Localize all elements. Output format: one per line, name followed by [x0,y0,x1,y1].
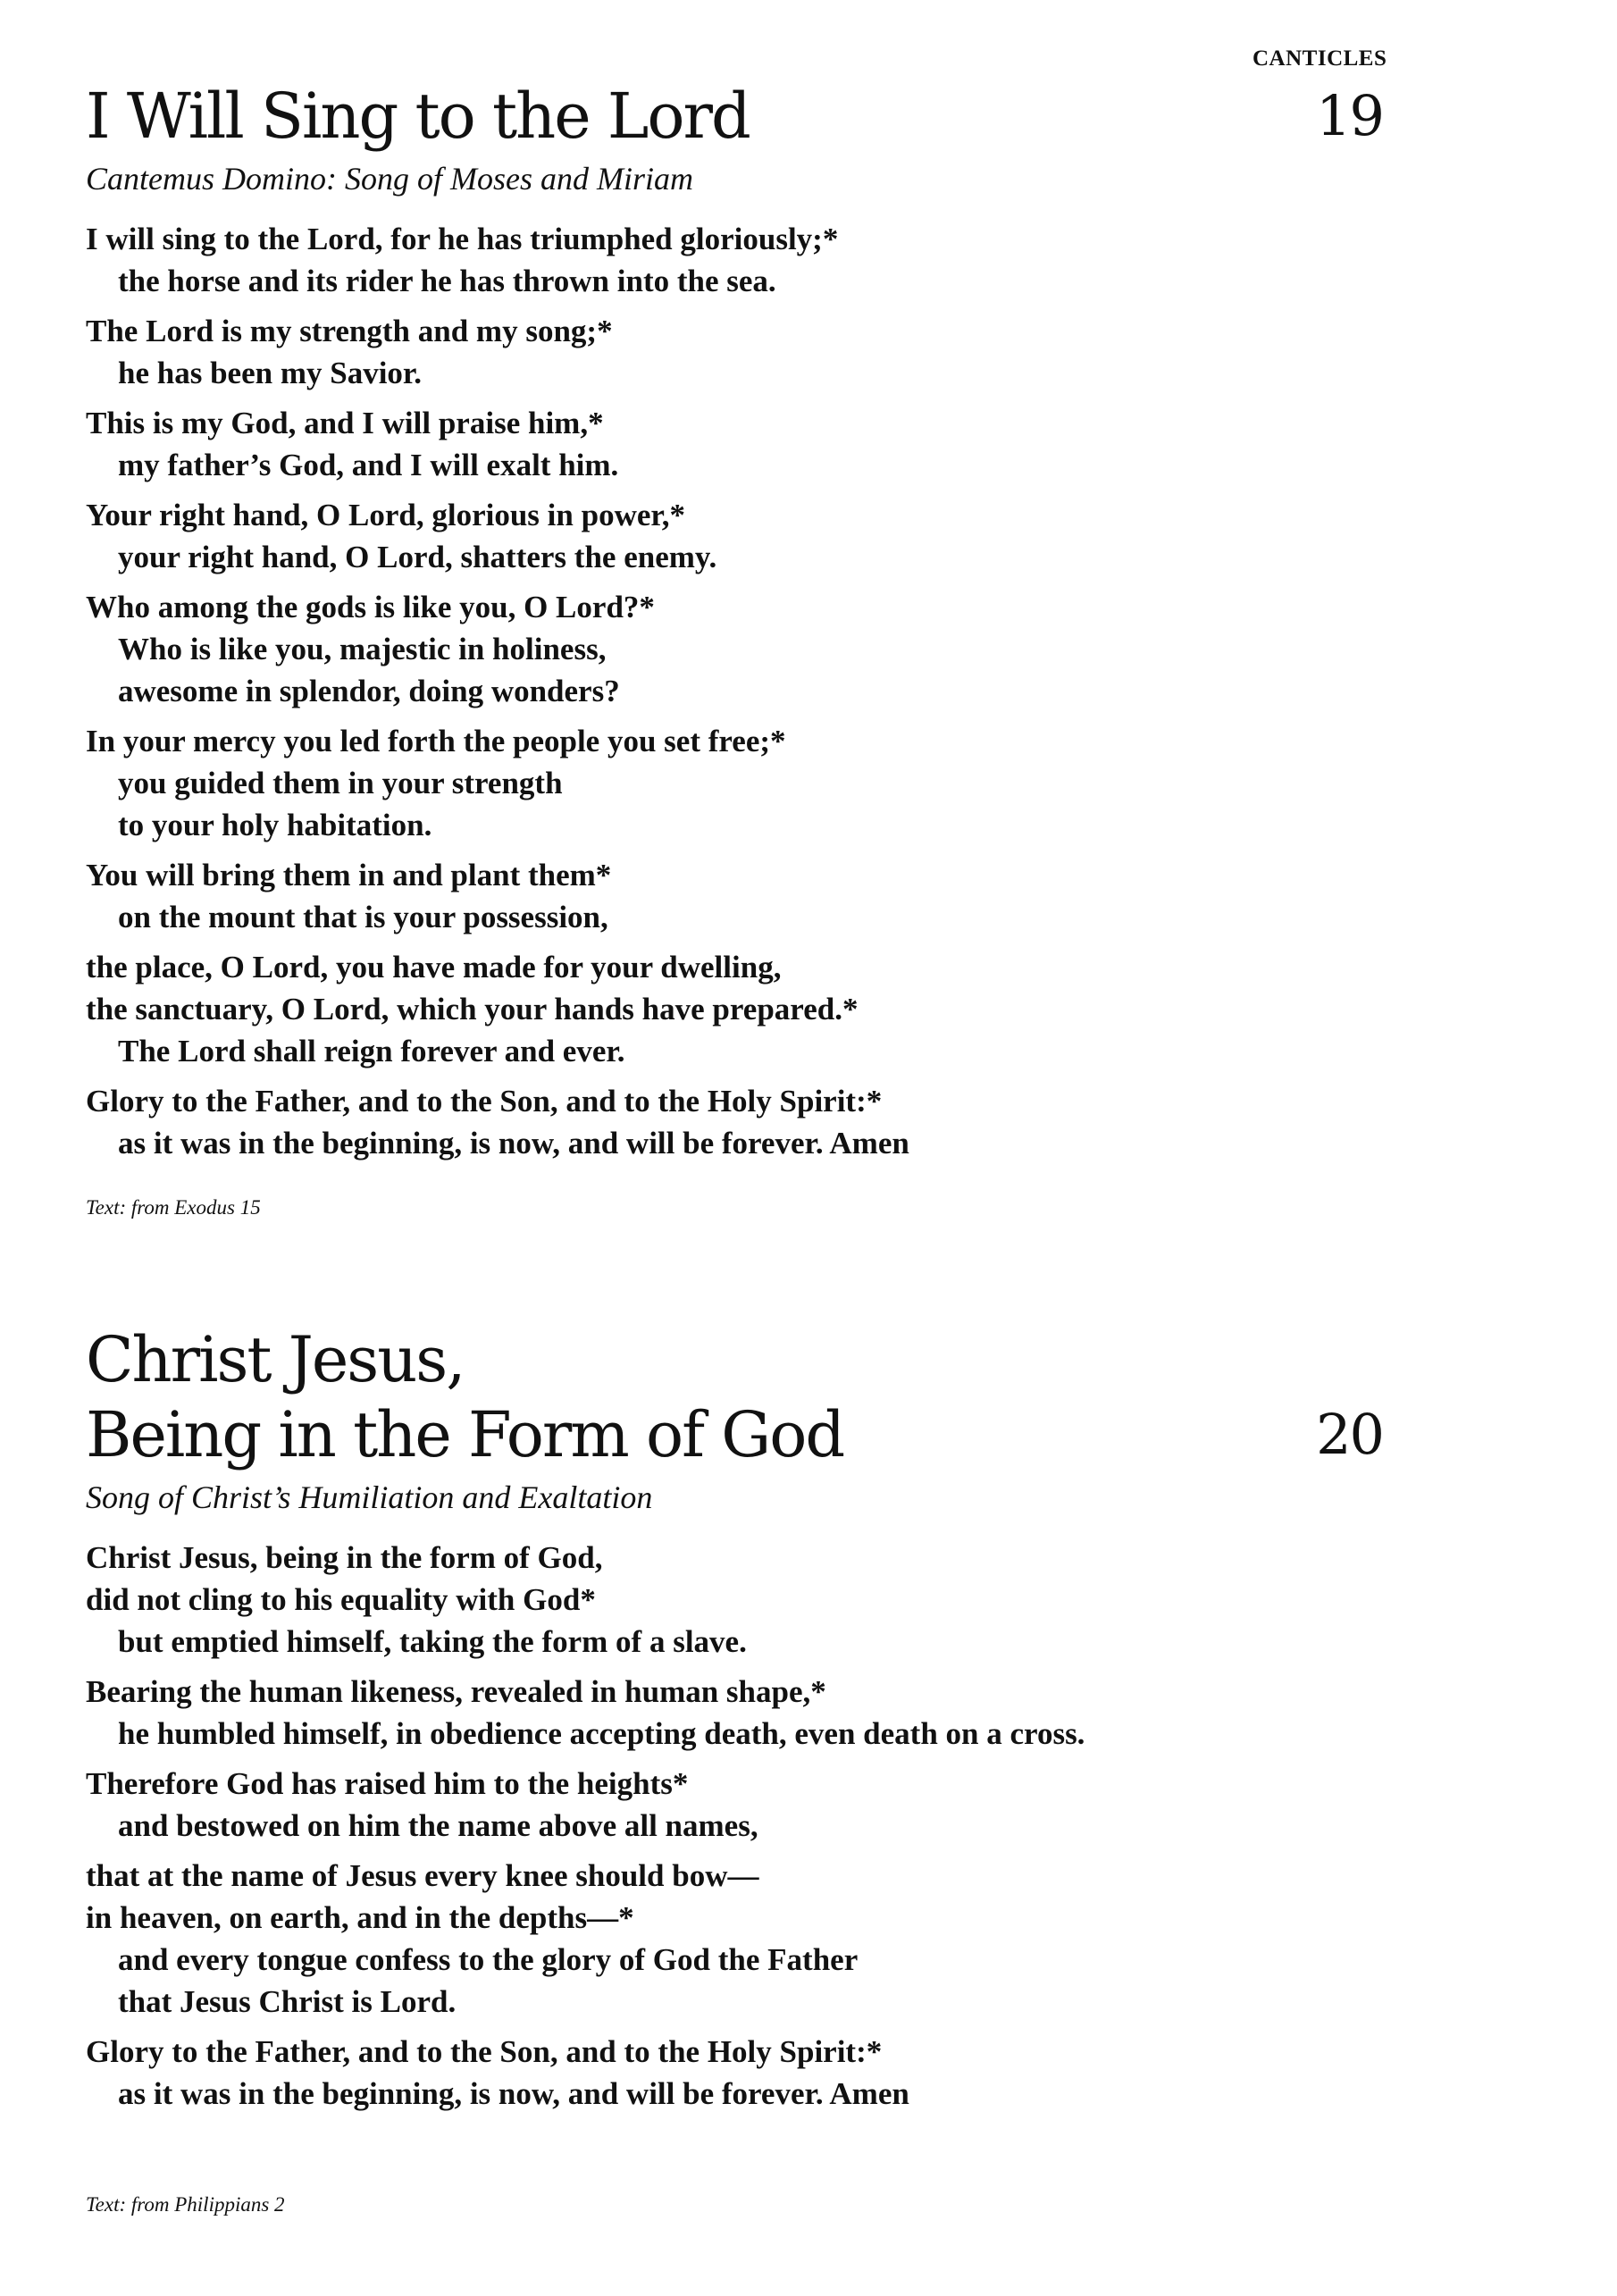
stanza [86,494,1383,578]
verse-line: to your holy habitation. [118,808,432,842]
verse-line: but emptied himself, taking the form of a slave. [118,1624,747,1659]
stanza [86,586,1383,712]
canticle-source: Text: from Exodus 15 [86,1196,261,1219]
stanza [86,2031,1383,2115]
verse-line: my father’s God, and I will exalt him. [118,448,619,482]
stanza [86,1671,1383,1755]
canticle-number: 20 [1316,1402,1383,1467]
verse-line: I will sing to the Lord, for he has triumphed gloriously;* [86,222,839,256]
verse-line: Christ Jesus, being in the form of God, [86,1540,603,1575]
canticle-title [86,79,1383,154]
verse-line: and every tongue confess to the glory of God the Father [118,1942,859,1977]
verse-line: he has been my Savior. [118,356,423,390]
verse-line: Glory to the Father, and to the Son, and to the Holy Spirit:* [86,1084,883,1119]
verse-line: as it was in the beginning, is now, and will be forever. Amen [118,1126,909,1161]
canticle-title-line: Being in the Form of God [86,1398,844,1471]
verse-line: the horse and its rider he has thrown into the sea. [118,264,776,298]
verse-line: as it was in the beginning, is now, and will be forever. Amen [118,2076,909,2111]
verse-line: The Lord is my strength and my song;* [86,314,613,348]
canticle-source: Text: from Philippians 2 [86,2193,285,2216]
canticle-title [86,1322,1383,1472]
verse-line: that Jesus Christ is Lord. [118,1984,457,2019]
canticle-section [86,1322,1383,2216]
verse-line: Who is like you, majestic in holiness, [118,632,607,666]
verse-line: Glory to the Father, and to the Son, and to the Holy Spirit:* [86,2034,883,2069]
verse-line: This is my God, and I will praise him,* [86,406,604,440]
canticle-title-line: Christ Jesus, [86,1323,465,1396]
verse-line: did not cling to his equality with God* [86,1582,596,1617]
stanza [86,854,1383,938]
verse-line: he humbled himself, in obedience accepting death, even death on a cross. [118,1716,1085,1751]
canticle-subtitle: Cantemus Domino: Song of Moses and Miriam [86,161,693,197]
verse-line: in heaven, on earth, and in the depths—* [86,1900,634,1935]
verse-line: Therefore God has raised him to the heights* [86,1766,689,1801]
canticle-number: 19 [1316,83,1383,148]
verse-line: Who among the gods is like you, O Lord?* [86,590,655,624]
verse-line: that at the name of Jesus every knee should bow— [86,1858,759,1893]
verse-line: The Lord shall reign forever and ever. [118,1034,625,1068]
stanza [86,1537,1383,1663]
stanza [86,1763,1383,1847]
verse-line: you guided them in your strength [118,766,563,800]
stanza [86,310,1383,394]
canticle-stanzas [86,1537,1383,2115]
section-header-label: CANTICLES [1253,46,1387,71]
verse-line: on the mount that is your possession, [118,900,608,934]
verse-line: your right hand, O Lord, shatters the enemy. [118,540,717,574]
canticle-section [86,79,1383,1219]
stanza [86,720,1383,846]
verse-line: the place, O Lord, you have made for your dwelling, [86,950,782,985]
verse-line: the sanctuary, O Lord, which your hands have prepared.* [86,992,859,1026]
verse-line: Your right hand, O Lord, glorious in power,* [86,498,685,532]
stanza [86,218,1383,302]
verse-line: awesome in splendor, doing wonders? [118,674,620,708]
verse-line: and bestowed on him the name above all names, [118,1808,758,1843]
verse-line: You will bring them in and plant them* [86,858,612,892]
canticle-title-row [86,1322,1383,1472]
stanza [86,402,1383,486]
stanza [86,1080,1383,1164]
verse-line: In your mercy you led forth the people you set free;* [86,724,786,758]
stanza [86,1855,1383,2023]
canticle-stanzas [86,218,1383,1164]
canticle-title-row [86,79,1383,154]
stanza [86,946,1383,1072]
canticle-title-line: I Will Sing to the Lord [86,80,750,153]
verse-line: Bearing the human likeness, revealed in human shape,* [86,1674,826,1709]
canticle-subtitle: Song of Christ’s Humiliation and Exaltation [86,1479,653,1515]
